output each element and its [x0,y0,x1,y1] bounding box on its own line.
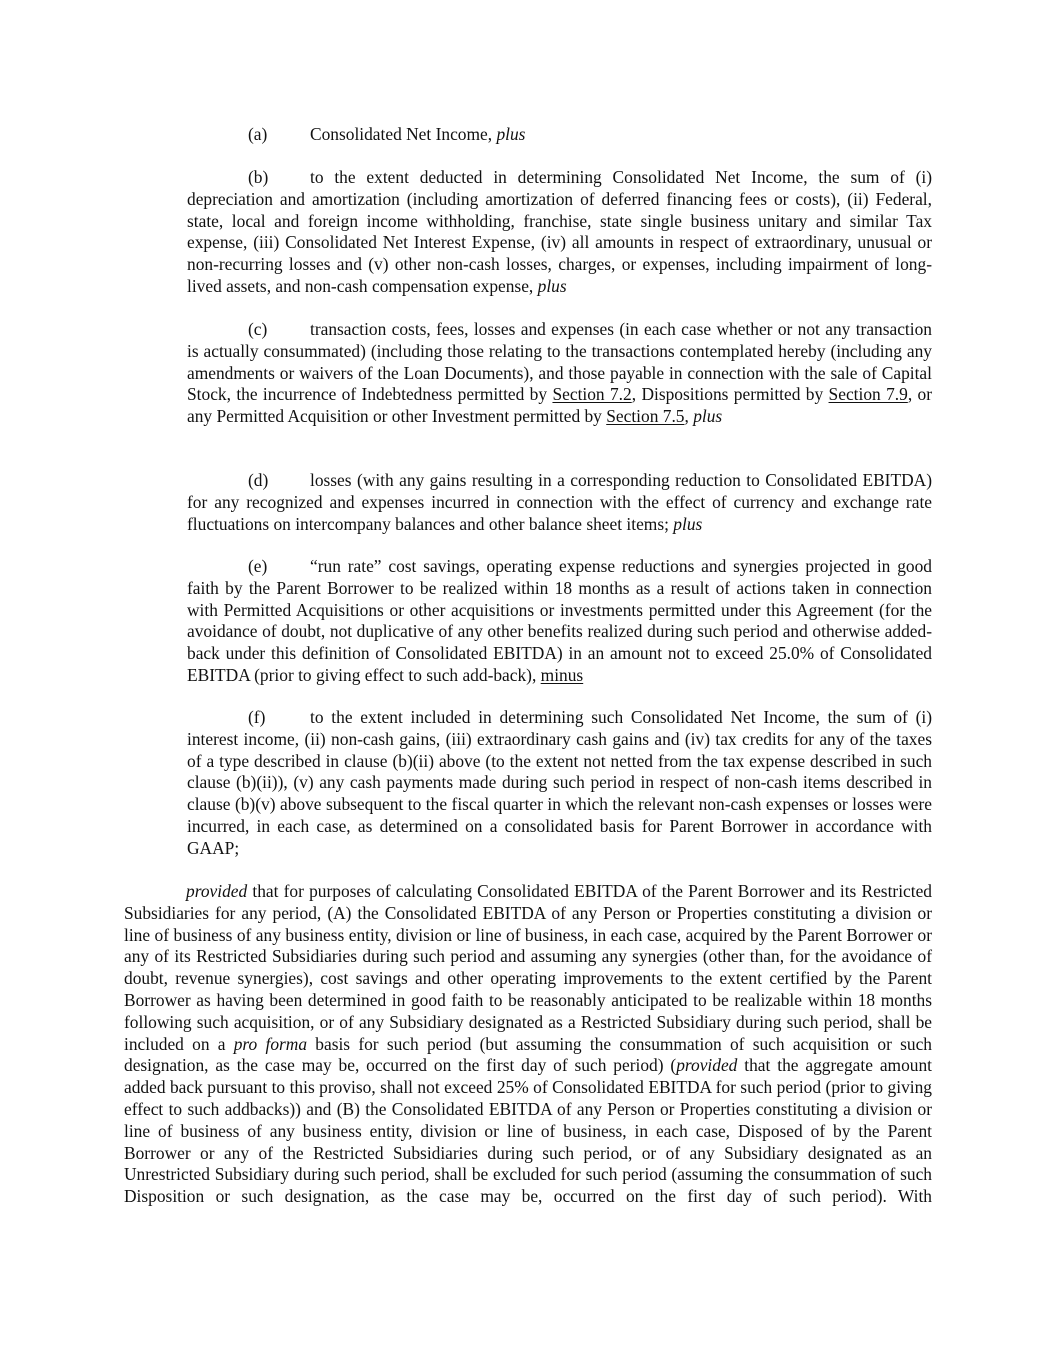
provided-term: provided [676,1055,738,1076]
clause-label: (c) [248,319,268,339]
proviso-text: that for purposes of calculating Consolidated EBITDA of the Parent Borrower and its Restricted Subsidiaries for any period, (A) the Consolidated EBITDA of any Person or Properties constituting a division or line of business of any business entity, division or line of business, in each case, acquired by the Parent Borrower or any of its Restricted Subsidiaries during such period and assuming any synergies (other than, for the avoidance of doubt, revenue synergies), cost savings and other operating improvements to the extent certified by the Parent Borrower as having been determined in good faith to be reasonably anticipated to be realizable within 18 months following such acquisition, or of any Subsidiary designated as a Restricted Subsidiary during such period, shall be included on a [124,881,932,1054]
section-reference: Section 7.9 [828,384,908,405]
clause-text: to the extent included in determining such Consolidated Net Income, the sum of (i) interest income, (ii) non-cash gains, (iii) extraordinary cash gains and (iv) tax credits for any of the taxes of a type described in clause (b)(ii) above (to the extent not netted from the tax expense described in such clause (b)(ii)), (v) any cash payments made during such period in respect of non-cash items described in clause (b)(v) above subsequent to the fiscal quarter in which the relevant non-cash expenses or losses were incurred, in each case, as determined on a consolidated basis for Parent Borrower in accordance with GAAP; [187,707,932,858]
clause-text: to the extent deducted in determining Consolidated Net Income, the sum of (i) depreciation and amortization (including amortization of deferred financing fees or costs), (ii) Federal, state, local and foreign income withholding, franchise, state single business unitary and similar Tax expense, (iii) Consolidated Net Interest Expense, (iv) all amounts in respect of extraordinary, unusual or non-recurring losses and (v) other non-cash losses, charges, or expenses, including impairment of long-lived assets, and non-cash compensation expense, [187,167,932,296]
section-reference: Section 7.5 [606,406,685,427]
plus-term: plus [496,124,526,144]
clause-label: (d) [248,470,269,490]
proviso-text: that the aggregate amount added back pursuant to this proviso, shall not exceed 25% of Consolidated EBITDA for such period (prior to giving effect to such addbacks)) and (B) the Consolidated EBITDA of any Person or Properties constituting a division or line of business of any business entity, division or line of business, in each case, Disposed of by the Parent Borrower or any of the Restricted Subsidiaries during such period, or of any Subsidiary designated as an Unrestricted Subsidiary during such period, shall be excluded for such period (assuming the consummation of such Disposition or such designation, as the case may be, occurred on the first day of such period). With [124,1055,932,1207]
minus-term: minus [540,664,584,685]
clause-text: Consolidated Net Income, [310,124,497,144]
proviso-paragraph [124,881,932,1208]
clause-text: , Dispositions permitted by [631,384,829,405]
clause-label: (a) [248,124,268,144]
provided-term: provided [186,881,248,901]
clause-a [187,124,932,146]
clause-text: “run rate” cost savings, operating expense reductions and synergies projected in good faith by the Parent Borrower to be realized within 18 months as a result of actions taken in connection with Permitted Acquisitions or other acquisitions or investments permitted under this Agreement (for the avoidance of doubt, not duplicative of any other benefits realized during such period and otherwise added-back under this definition of Consolidated EBITDA) in an amount not to exceed 25.0% of Consolidated EBITDA (prior to giving effect to such add-back), [187,556,932,685]
section-reference: Section 7.2 [552,384,632,405]
clause-b [187,167,932,298]
clause-text: , or any Permitted Acquisition or other Investment permitted by [187,384,933,427]
plus-term: plus [673,513,703,534]
clause-f [187,707,932,860]
plus-term: plus [693,406,723,427]
plus-term: plus [537,275,567,296]
clause-text: , [684,406,694,427]
clause-text: losses (with any gains resulting in a corresponding reduction to Consolidated EBITDA) for any recognized and expenses incurred in connection with the effect of currency and exchange rate fluctuations on intercompany balances and other balance sheet items; [187,470,932,534]
clause-text: transaction costs, fees, losses and expenses (in each case whether or not any transaction is actually consummated) (including those relating to the transactions contemplated hereby (including any amendments or waivers of the Loan Documents), and those payable in connection with the sale of Capital Stock, the incurrence of Indebtedness permitted by [187,319,932,405]
pro-forma-term: pro forma [233,1033,308,1054]
clause-e [187,556,932,687]
clause-label: (b) [248,167,269,187]
clause-d [187,470,932,535]
clause-label: (e) [248,556,268,576]
proviso-text: basis for such period (but assuming the consummation of such acquisition or such designation, as the case may be, occurred on the first day of such period) ( [124,1033,932,1076]
clause-label: (f) [248,707,266,727]
clause-c [187,319,932,428]
